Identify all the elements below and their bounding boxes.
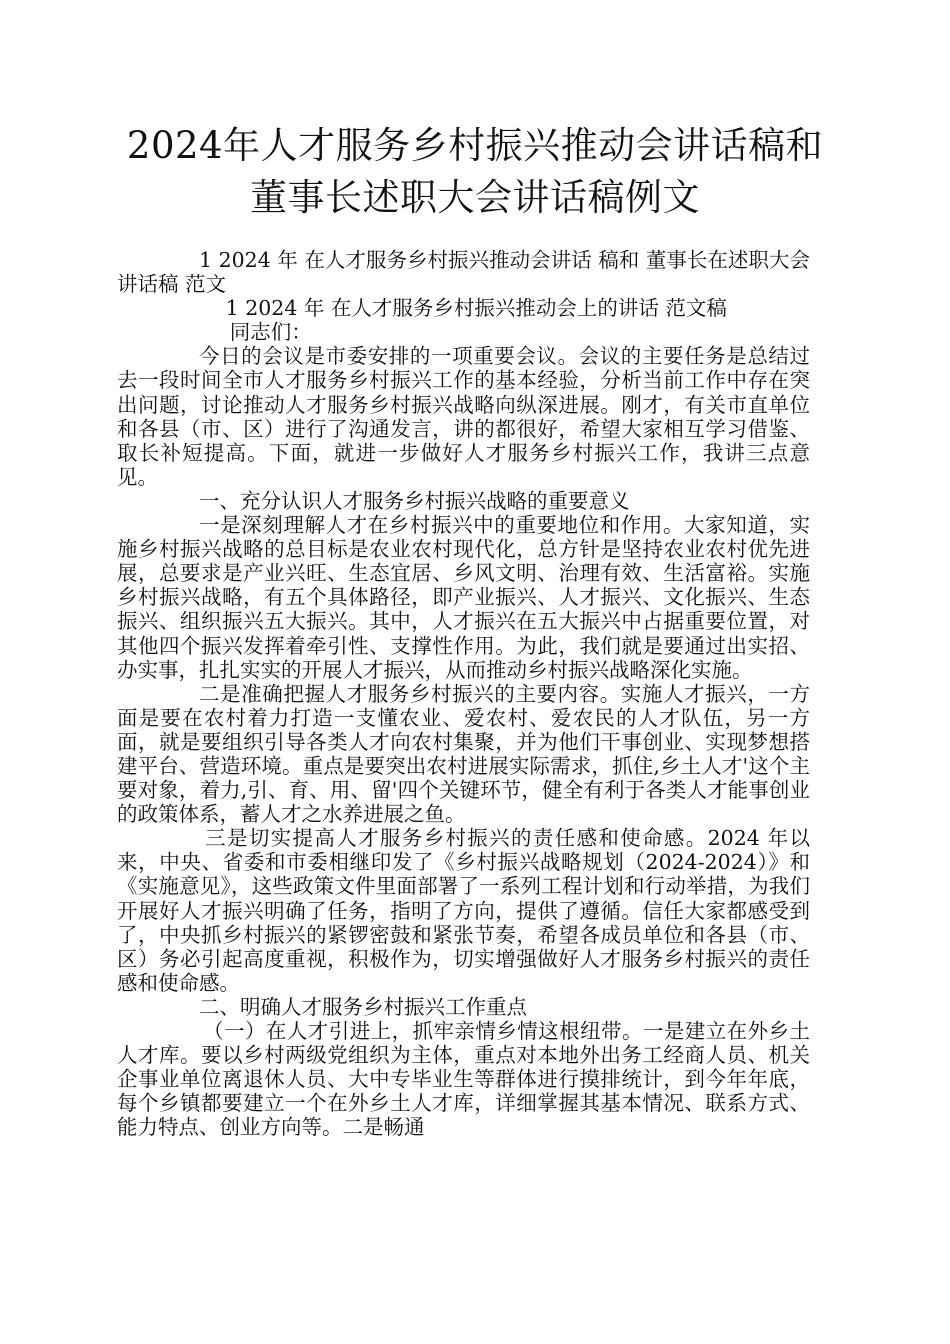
title-line-1: 2024年人才服务乡村振兴推动会讲话稿和 <box>126 124 824 167</box>
paragraph-point-2: 二是准确把握人才服务乡村振兴的主要内容。实施人才振兴，一方面是要在农村着力打造一支懂农业、爱农村、爱农民的人才队伍，另一方面，就是要组织引导各类人才向农村集聚，并为他们干事创业、实现梦想搭建平台、营造环境。重点是要突出农村进展实际需求，抓住,乡土人才'这个主要对象，着力,引、育、用、留'四个关键环节，健全有利于各类人才能事创业的政策体系，蓄人才之水养进展之鱼。 <box>117 681 810 827</box>
title-line-2: 董事长述职大会讲话稿例文 <box>250 176 700 219</box>
paragraph-subtitle: 1 2024 年 在人才服务乡村振兴推动会讲话 稿和 董事长在述职大会讲话稿 范文 <box>117 248 810 297</box>
section-heading-2: 二、明确人才服务乡村振兴工作重点 <box>199 994 527 1019</box>
section-heading-1: 一、充分认识人才服务乡村振兴战略的重要意义 <box>199 488 630 513</box>
paragraph-point-3: 三是切实提高人才服务乡村振兴的责任感和使命感。2024 年以来，中央、省委和市委相继印发了《乡村振兴战略规划（2024-2024）》和《实施意见》，这些政策文件里面部署了一系列工程计划和行动举措，为我们开展好人才振兴明确了任务，指明了方向，提供了遵循。信任大家都感受到了，中央抓乡村振兴的紧锣密鼓和紧张节奏，希望各成员单位和各县（市、区）务必引起高度重视，积极作为，切实增强做好人才服务乡村振兴的责任感和使命感。 <box>117 826 810 995</box>
paragraph-speech-title: 1 2024 年 在人才服务乡村振兴推动会上的讲话 范文稿 <box>225 296 727 321</box>
paragraph-section-2-item-1: （一）在人才引进上，抓牢亲情乡情这根纽带。一是建立在外乡土人才库。要以乡村两级党组织为主体，重点对本地外出务工经商人员、机关企事业单位离退休人员、大中专毕业生等群体进行摸排统计，到今年年底，每个乡镇都要建立一个在外乡土人才库，详细掌握其基本情况、联系方式、能力特点、创业方向等。二是畅通 <box>117 1019 810 1140</box>
document-body <box>117 248 810 1139</box>
paragraph-intro: 今日的会议是市委安排的一项重要会议。会议的主要任务是总结过去一段时间全市人才服务乡村振兴工作的基本经验，分析当前工作中存在突出问题，讨论推动人才服务乡村振兴战略向纵深进展。刚才，有关市直单位和各县（市、区）进行了沟通发言，讲的都很好，希望大家相互学习借鉴、取长补短提高。下面，就进一步做好人才服务乡村振兴工作，我讲三点意见。 <box>117 344 810 489</box>
document-title <box>110 120 840 224</box>
paragraph-point-1: 一是深刻理解人才在乡村振兴中的重要地位和作用。大家知道，实施乡村振兴战略的总目标是农业农村现代化，总方针是坚持农业农村优先进展，总要求是产业兴旺、生态宜居、乡风文明、治理有效、生活富裕。实施乡村振兴战略，有五个具体路径，即产业振兴、人才振兴、文化振兴、生态振兴、组织振兴五大振兴。其中，人才振兴在五大振兴中占据重要位置，对其他四个振兴发挥着牵引性、支撑性作用。为此，我们就是要通过出实招、办实事，扎扎实实的开展人才振兴，从而推动乡村振兴战略深化实施。 <box>117 513 810 682</box>
paragraph-salutation: 同志们： <box>229 320 312 345</box>
